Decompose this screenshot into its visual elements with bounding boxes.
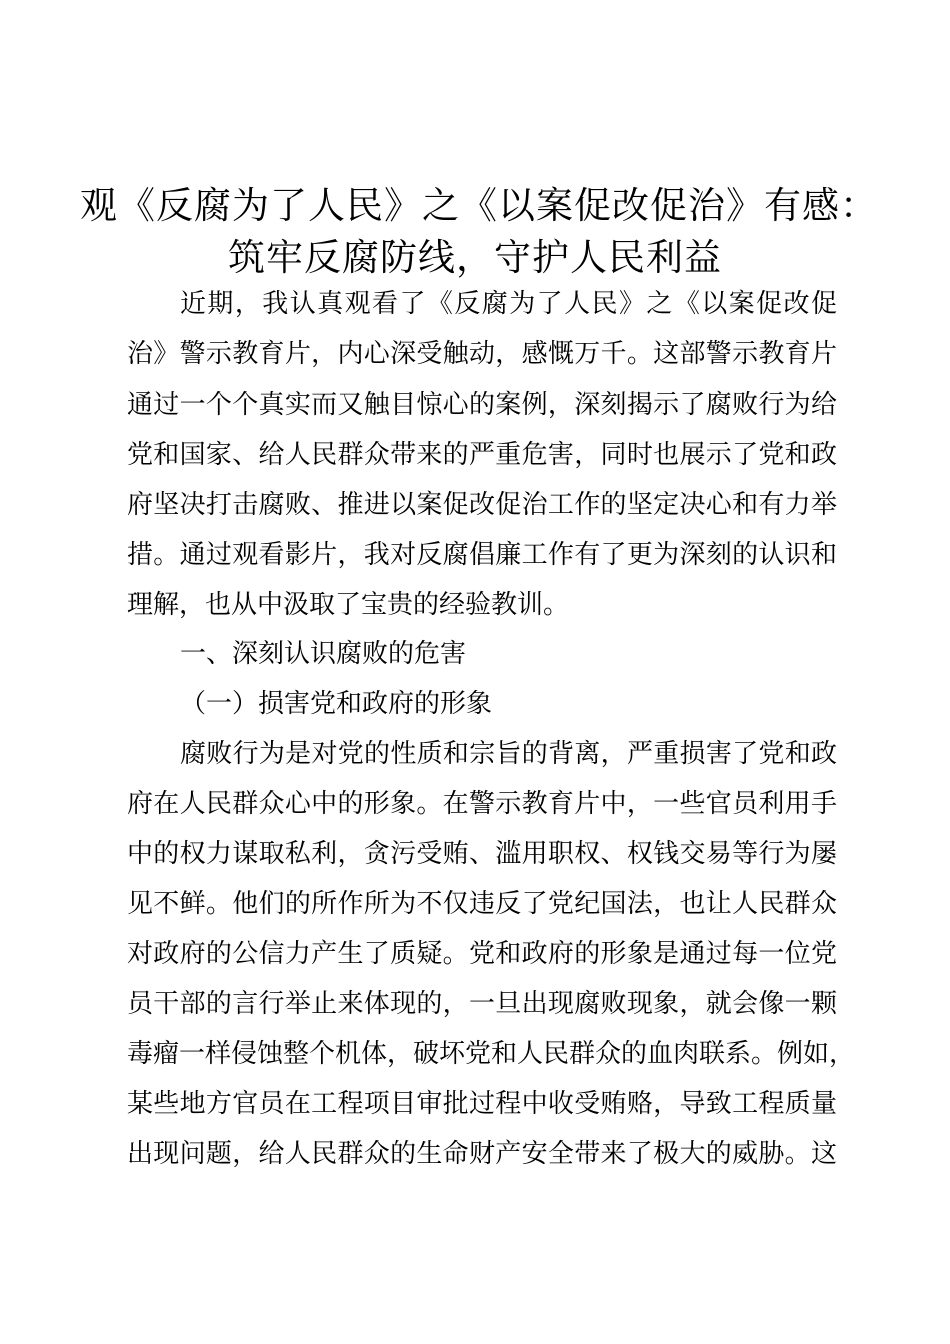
intro-paragraph-line: 理解，也从中汲取了宝贵的经验教训。	[127, 590, 570, 620]
body-paragraph-line: 腐败行为是对党的性质和宗旨的背离，严重损害了党和政	[180, 739, 837, 769]
body-paragraph-line: 中的权力谋取私利，贪污受贿、滥用职权、权钱交易等行为屡	[127, 839, 837, 869]
document-title-line-2: 筑牢反腐防线，守护人民利益	[228, 236, 722, 279]
body-paragraph-line: 出现问题，给人民群众的生命财产安全带来了极大的威胁。这	[127, 1139, 837, 1169]
section-heading: 一、深刻认识腐败的危害	[180, 639, 467, 669]
intro-paragraph-line: 府坚决打击腐败、推进以案促改促治工作的坚定决心和有力举	[127, 490, 837, 520]
document-title-line-1: 观《反腐为了人民》之《以案促改促治》有感：	[80, 184, 878, 227]
body-paragraph-line: 见不鲜。他们的所作所为不仅违反了党纪国法，也让人民群众	[127, 889, 837, 919]
body-paragraph-line: 毒瘤一样侵蚀整个机体，破坏党和人民群众的血肉联系。例如，	[127, 1039, 856, 1069]
intro-paragraph-line: 措。通过观看影片，我对反腐倡廉工作有了更为深刻的认识和	[127, 540, 837, 570]
intro-paragraph-line: 近期，我认真观看了《反腐为了人民》之《以案促改促	[180, 289, 837, 319]
body-paragraph-line: 府在人民群众心中的形象。在警示教育片中，一些官员利用手	[127, 789, 837, 819]
intro-paragraph-line: 治》警示教育片，内心深受触动，感慨万千。这部警示教育片	[127, 339, 837, 369]
intro-paragraph-line: 党和国家、给人民群众带来的严重危害，同时也展示了党和政	[127, 440, 837, 470]
subsection-heading: （一）损害党和政府的形象	[180, 689, 493, 719]
intro-paragraph-line: 通过一个个真实而又触目惊心的案例，深刻揭示了腐败行为给	[127, 390, 837, 420]
body-paragraph-line: 对政府的公信力产生了质疑。党和政府的形象是通过每一位党	[127, 939, 837, 969]
body-paragraph-line: 某些地方官员在工程项目审批过程中收受贿赂，导致工程质量	[127, 1089, 837, 1119]
body-paragraph-line: 员干部的言行举止来体现的，一旦出现腐败现象，就会像一颗	[127, 989, 837, 1019]
